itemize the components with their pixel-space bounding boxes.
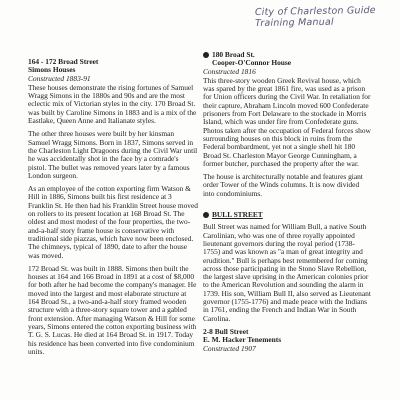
section-title: BULL STREET	[212, 210, 263, 220]
entry-subheading: Cooper-O'Connor House	[212, 58, 292, 68]
right-column	[203, 51, 371, 354]
section-paragraph: Bull Street was named for William Bull, a native South Carolinian, who was one of three royally appointed lieutenant governors during the royal period (1738-1755) and was known as "a man of great integrity and erudition." Bull is perhaps best remembered for coming across those participating in the Stono Slave Rebellion, the largest slave uprising in the American colonies prior to the American Revolution and sounding the alarm in 1739. His son, William Bull II, also served as Lieutenant governor (1755-1776) and made peace with the Indians in 1761, ending the French and Indian War in South Carolina.	[203, 222, 371, 323]
handwritten-note-line-1: City of Charleston Guide	[254, 4, 376, 19]
handwritten-note	[255, 5, 376, 29]
bullet-icon	[203, 52, 209, 58]
body-paragraph: 172 Broad St. was built in 1888. Simons then built the houses at 164 and 166 Broad in 1891 at a cost of $8,000 for both after he had become the company's manager. He moved into the largest and most elaborate structure at 164 Broad St., a two-and-a-half story framed wooden structure with a three-story square tower and a gabled front extension. After managing Watson & Hill for some years, Simons entered the cotton exporting business with T. G. S. Lucas. He died at 164 Broad St. in 1917. Today his residence has been converted into five condominium units.	[28, 263, 197, 356]
entry-heading: 164 - 172 Broad Street	[28, 57, 99, 66]
construction-date: Constructed 1907	[203, 343, 256, 353]
entry-subheading: Simons Houses	[28, 65, 76, 75]
body-paragraph: As an employee of the cotton exporting firm Watson & Hill in 1886, Simons built his first residence at 3 Franklin St. He then had his Franklin Street house moved on rollers to its present location at 168 Broad St. The oldest and most modest of the four properties, the two-and-a-half story frame house is conservative with traditional side piazzas, which have now been enclosed. The chimneys, typical of 1890, date to after the house was moved.	[28, 184, 198, 260]
entry-heading-row	[203, 51, 371, 68]
entry-heading: 180 Broad St.	[212, 50, 255, 59]
construction-date: Constructed 1816	[203, 66, 256, 76]
entry-heading: 2-8 Bull Street	[203, 326, 249, 336]
handwritten-note-line-2: Training Manual	[255, 16, 334, 30]
left-column	[28, 58, 198, 361]
bullet-icon	[203, 212, 209, 218]
body-paragraph: The house is architecturally notable and features giant order Tower of the Winds columns. It is now divided into condominiums.	[203, 172, 363, 198]
body-paragraph: The other three houses were built by her kinsman Samuel Wragg Simons. Born in 1837, Simons served in the Charleston Light Dragoons during the Civil War until he was accidentally shot in the face by a comrade's pistol. The bullet was removed years later by a famous London surgeon.	[28, 129, 198, 180]
body-paragraph: These houses demonstrate the rising fortunes of Samuel Wragg Simons in the 1880s and 90s and are the most eclectic mix of Victorian styles in the city. 170 Broad St. was built by Caroline Simons in 1883 and is a mix of the Eastlake, Queen Anne and Italianate styles.	[28, 82, 197, 126]
construction-date: Constructed 1883-91	[28, 73, 91, 83]
section-heading-row	[203, 211, 371, 219]
body-paragraph: This three-story wooden Greek Revival house, which was spared by the great 1861 fire, was used as a prison for Union officers during the Civil War. In retaliation for their capture, Abraham Lincoln moved 600 Confederate prisoners from Fort Delaware to the stockade in Morris Island, which was under fire from Confederate guns. Photos taken after the occupation of Federal forces show surrounding houses on this block in ruins from the Federal bombardment, yet not a single shell hit 180 Broad St. Charleston Mayor George Cunningham, a former butcher, purchased the property after the war.	[203, 75, 371, 168]
entry-subheading: E. M. Hacker Tenements	[203, 335, 282, 345]
